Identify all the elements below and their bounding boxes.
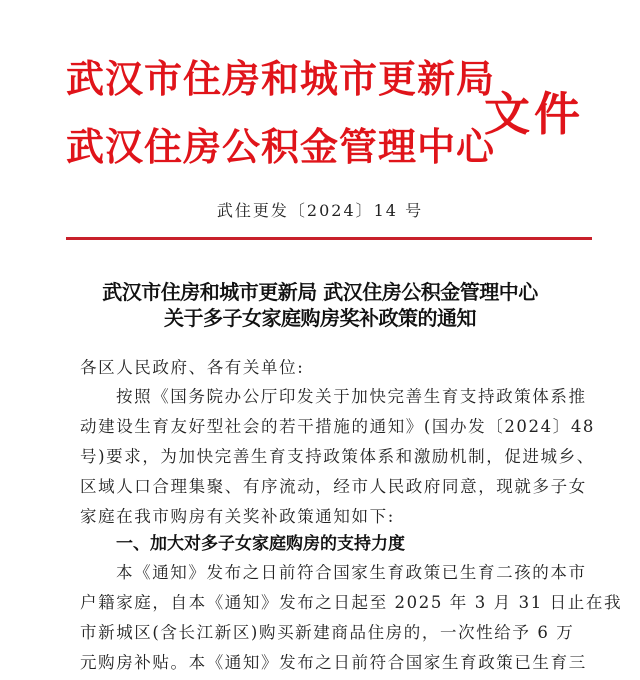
salutation: 各区人民政府、各有关单位: [80, 358, 305, 377]
body-line: 按照《国务院办公厅印发关于加快完善生育支持政策体系推 [116, 387, 587, 406]
issuing-org-line1: 武汉市住房和城市更新局 [66, 57, 496, 101]
issuing-org-line2: 武汉住房公积金管理中心 [66, 125, 496, 169]
document-number: 武住更发〔2024〕14 号 [216, 201, 424, 220]
header-divider [66, 237, 592, 240]
body-line: 户籍家庭，自本《通知》发布之日起至 2025 年 3 月 31 日止在我 [80, 593, 623, 612]
body-line: 市新城区(含长江新区)购买新建商品住房的，一次性给予 6 万 [80, 623, 575, 642]
body-line: 本《通知》发布之日前符合国家生育政策已生育二孩的本市 [116, 563, 587, 582]
document-title-line2: 关于多子女家庭购房奖补政策的通知 [164, 306, 476, 330]
body-line: 动建设生育友好型社会的若干措施的通知》(国办发〔2024〕48 [80, 417, 596, 436]
body-line: 家庭在我市购房有关奖补政策通知如下: [80, 507, 395, 526]
document-title-line1: 武汉市住房和城市更新局 武汉住房公积金管理中心 [102, 280, 538, 304]
document-type-label: 文件 [484, 87, 584, 141]
section-heading-1: 一、加大对多子女家庭购房的支持力度 [116, 534, 405, 554]
body-line: 元购房补贴。本《通知》发布之日前符合国家生育政策已生育三 [80, 653, 587, 672]
body-line: 区域人口合理集聚、有序流动，经市人民政府同意，现就多子女 [80, 477, 587, 496]
body-line: 号)要求，为加快完善生育支持政策体系和激励机制，促进城乡、 [80, 447, 595, 466]
